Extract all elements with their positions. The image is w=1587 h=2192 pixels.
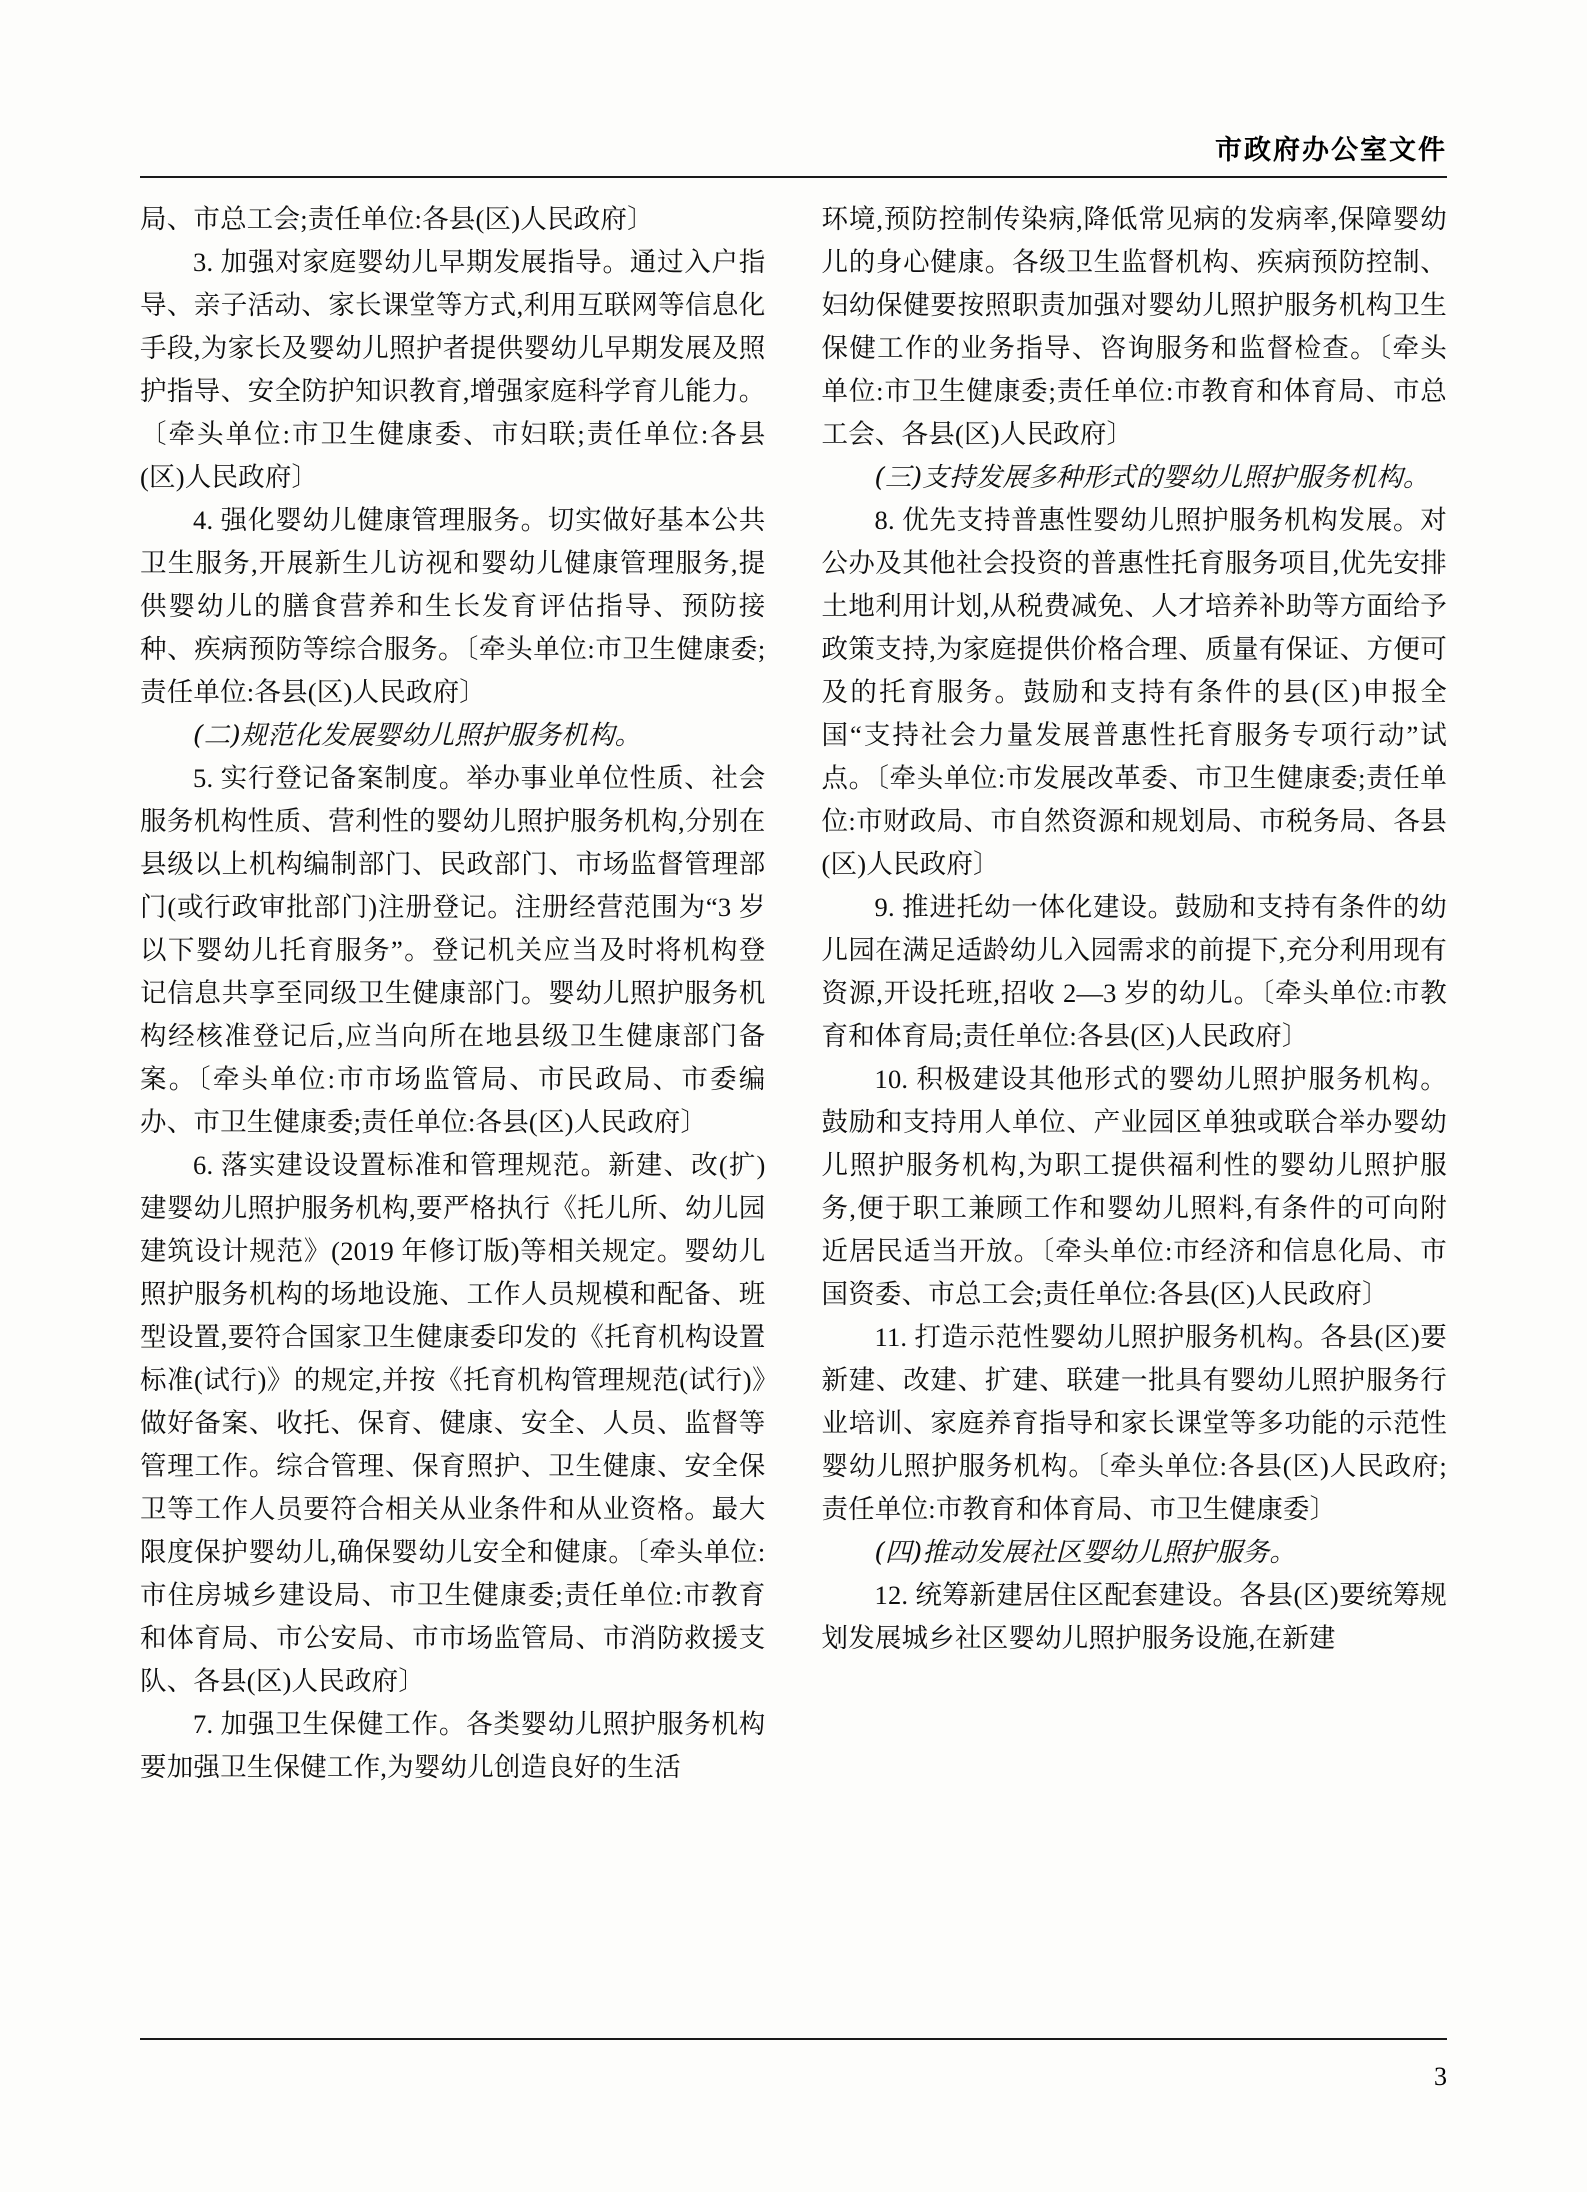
paragraph: 7. 加强卫生保健工作。各类婴幼儿照护服务机构要加强卫生保健工作,为婴幼儿创造良好的生活 (140, 1709, 766, 1782)
page-body (140, 198, 1447, 2017)
left-column (140, 198, 766, 2017)
paragraph: 局、市总工会;责任单位:各县(区)人民政府〕 (140, 204, 654, 234)
paragraph: 5. 实行登记备案制度。举办事业单位性质、社会服务机构性质、营利性的婴幼儿照护服务机构,分别在县级以上机构编制部门、民政部门、市场监督管理部门(或行政审批部门)注册登记。注册经营范围为“3 岁以下婴幼儿托育服务”。登记机关应当及时将机构登记信息共享至同级卫生健康部门。婴幼儿照护服务机构经核准登记后,应当向所在地县级卫生健康部门备案。〔牵头单位:市市场监管局、市民政局、市委编办、市卫生健康委;责任单位:各县(区)人民政府〕 (140, 763, 766, 1137)
paragraph: 12. 统筹新建居住区配套建设。各县(区)要统筹规划发展城乡社区婴幼儿照护服务设施,在新建 (821, 1580, 1447, 1653)
section-heading: (三)支持发展多种形式的婴幼儿照护服务机构。 (874, 462, 1430, 493)
section-heading: (二)规范化发展婴幼儿照护服务机构。 (193, 720, 642, 751)
paragraph: 11. 打造示范性婴幼儿照护服务机构。各县(区)要新建、改建、扩建、联建一批具有婴幼儿照护服务行业培训、家庭养育指导和家长课堂等多功能的示范性婴幼儿照护服务机构。〔牵头单位:各县(区)人民政府;责任单位:市教育和体育局、市卫生健康委〕 (821, 1322, 1447, 1524)
header-divider (140, 176, 1447, 178)
paragraph: 8. 优先支持普惠性婴幼儿照护服务机构发展。对公办及其他社会投资的普惠性托育服务项目,优先安排土地利用计划,从税费减免、人才培养补助等方面给予政策支持,为家庭提供价格合理、质量有保证、方便可及的托育服务。鼓励和支持有条件的县(区)申报全国“支持社会力量发展普惠性托育服务专项行动”试点。〔牵头单位:市发展改革委、市卫生健康委;责任单位:市财政局、市自然资源和规划局、市税务局、各县(区)人民政府〕 (821, 505, 1447, 879)
paragraph: 10. 积极建设其他形式的婴幼儿照护服务机构。鼓励和支持用人单位、产业园区单独或联合举办婴幼儿照护服务机构,为职工提供福利性的婴幼儿照护服务,便于职工兼顾工作和婴幼儿照料,有条件的可向附近居民适当开放。〔牵头单位:市经济和信息化局、市国资委、市总工会;责任单位:各县(区)人民政府〕 (821, 1064, 1447, 1309)
paragraph: 9. 推进托幼一体化建设。鼓励和支持有条件的幼儿园在满足适龄幼儿入园需求的前提下,充分利用现有资源,开设托班,招收 2—3 岁的幼儿。〔牵头单位:市教育和体育局;责任单位:各县(区)人民政府〕 (821, 892, 1447, 1051)
right-column (822, 198, 1448, 2017)
paragraph: 3. 加强对家庭婴幼儿早期发展指导。通过入户指导、亲子活动、家长课堂等方式,利用互联网等信息化手段,为家长及婴幼儿照护者提供婴幼儿早期发展及照护指导、安全防护知识教育,增强家庭科学育儿能力。〔牵头单位:市卫生健康委、市妇联;责任单位:各县(区)人民政府〕 (140, 247, 766, 492)
section-heading: (四)推动发展社区婴幼儿照护服务。 (874, 1537, 1297, 1568)
paragraph: 4. 强化婴幼儿健康管理服务。切实做好基本公共卫生服务,开展新生儿访视和婴幼儿健康管理服务,提供婴幼儿的膳食营养和生长发育评估指导、预防接种、疾病预防等综合服务。〔牵头单位:市卫生健康委;责任单位:各县(区)人民政府〕 (140, 505, 766, 707)
paragraph: 环境,预防控制传染病,降低常见病的发病率,保障婴幼儿的身心健康。各级卫生监督机构、疾病预防控制、妇幼保健要按照职责加强对婴幼儿照护服务机构卫生保健工作的业务指导、咨询服务和监督检查。〔牵头单位:市卫生健康委;责任单位:市教育和体育局、市总工会、各县(区)人民政府〕 (821, 204, 1447, 449)
paragraph: 6. 落实建设设置标准和管理规范。新建、改(扩)建婴幼儿照护服务机构,要严格执行《托儿所、幼儿园建筑设计规范》(2019 年修订版)等相关规定。婴幼儿照护服务机构的场地设施、工作人员规模和配备、班型设置,要符合国家卫生健康委印发的《托育机构设置标准(试行)》的规定,并按《托育机构管理规范(试行)》做好备案、收托、保育、健康、安全、人员、监督等管理工作。综合管理、保育照护、卫生健康、安全保卫等工作人员要符合相关从业条件和从业资格。最大限度保护婴幼儿,确保婴幼儿安全和健康。〔牵头单位:市住房城乡建设局、市卫生健康委;责任单位:市教育和体育局、市公安局、市市场监管局、市消防救援支队、各县(区)人民政府〕 (140, 1150, 766, 1696)
page-number: 3 (1434, 2062, 1447, 2091)
page-header-title: 市政府办公室文件 (1215, 135, 1447, 166)
footer-divider (140, 2038, 1447, 2040)
